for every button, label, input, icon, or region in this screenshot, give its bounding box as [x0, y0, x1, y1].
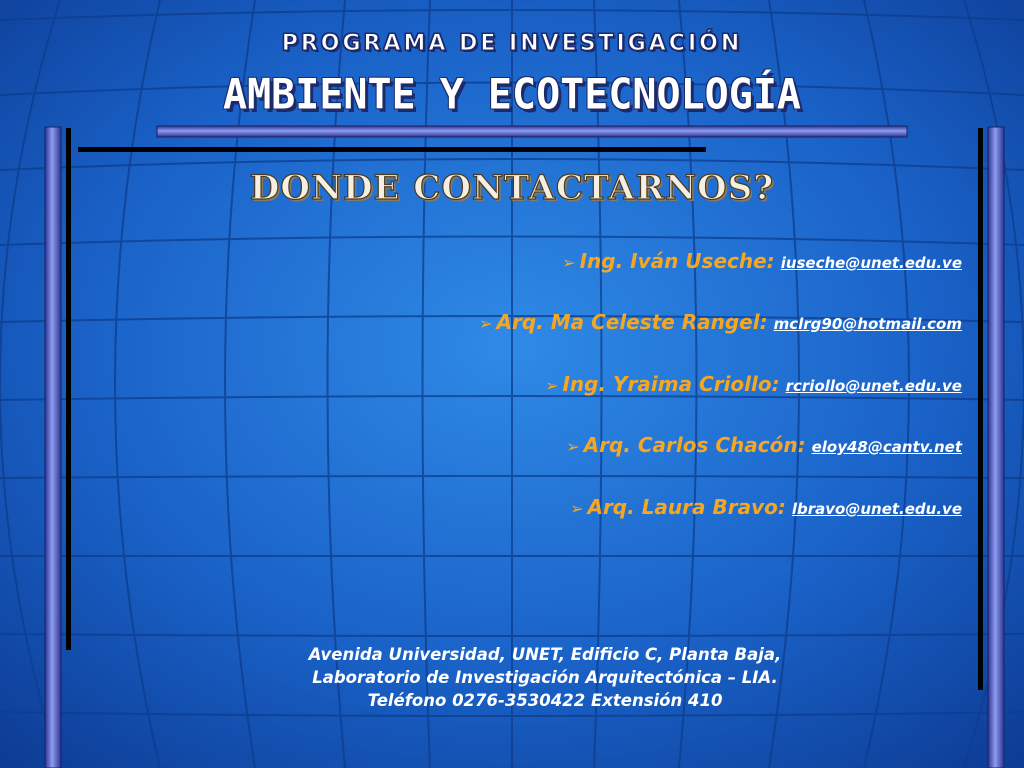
- contact-email-link[interactable]: rcriollo@unet.edu.ve: [785, 377, 962, 395]
- address-line: Avenida Universidad, UNET, Edificio C, Planta Baja,: [308, 645, 782, 664]
- address-line: Laboratorio de Investigación Arquitectónica – LIA.: [312, 668, 778, 687]
- contact-item: [479, 310, 962, 334]
- contact-email-link[interactable]: iuseche@unet.edu.ve: [780, 254, 962, 272]
- contact-name: Ing. Yraima Criollo:: [562, 372, 780, 396]
- contact-item: [545, 372, 962, 396]
- page-title: AMBIENTE Y ECOTECNOLOGÍA: [223, 70, 801, 120]
- contact-subtitle: DONDE CONTACTARNOS?: [249, 168, 775, 208]
- arrow-bullet-icon: ➢: [562, 253, 576, 272]
- arrow-bullet-icon: ➢: [570, 499, 584, 518]
- arrow-bullet-icon: ➢: [479, 314, 493, 333]
- contact-item: [570, 495, 962, 519]
- contact-email-link[interactable]: mclrg90@hotmail.com: [773, 315, 962, 333]
- address-block: [190, 643, 900, 712]
- phone-line: Teléfono 0276-3530422 Extensión 410: [367, 691, 723, 710]
- program-heading: PROGRAMA DE INVESTIGACIÓN: [281, 31, 743, 56]
- contact-email-link[interactable]: eloy48@cantv.net: [811, 438, 962, 456]
- contact-name: Arq. Carlos Chacón:: [583, 433, 806, 457]
- contact-item: [566, 433, 962, 457]
- contact-name: Arq. Laura Bravo:: [587, 495, 786, 519]
- contact-email-link[interactable]: lbravo@unet.edu.ve: [791, 500, 962, 518]
- contact-item: [562, 249, 962, 273]
- contact-name: Arq. Ma Celeste Rangel:: [496, 310, 768, 334]
- contact-name: Ing. Iván Useche:: [579, 249, 775, 273]
- arrow-bullet-icon: ➢: [545, 376, 559, 395]
- arrow-bullet-icon: ➢: [566, 437, 580, 456]
